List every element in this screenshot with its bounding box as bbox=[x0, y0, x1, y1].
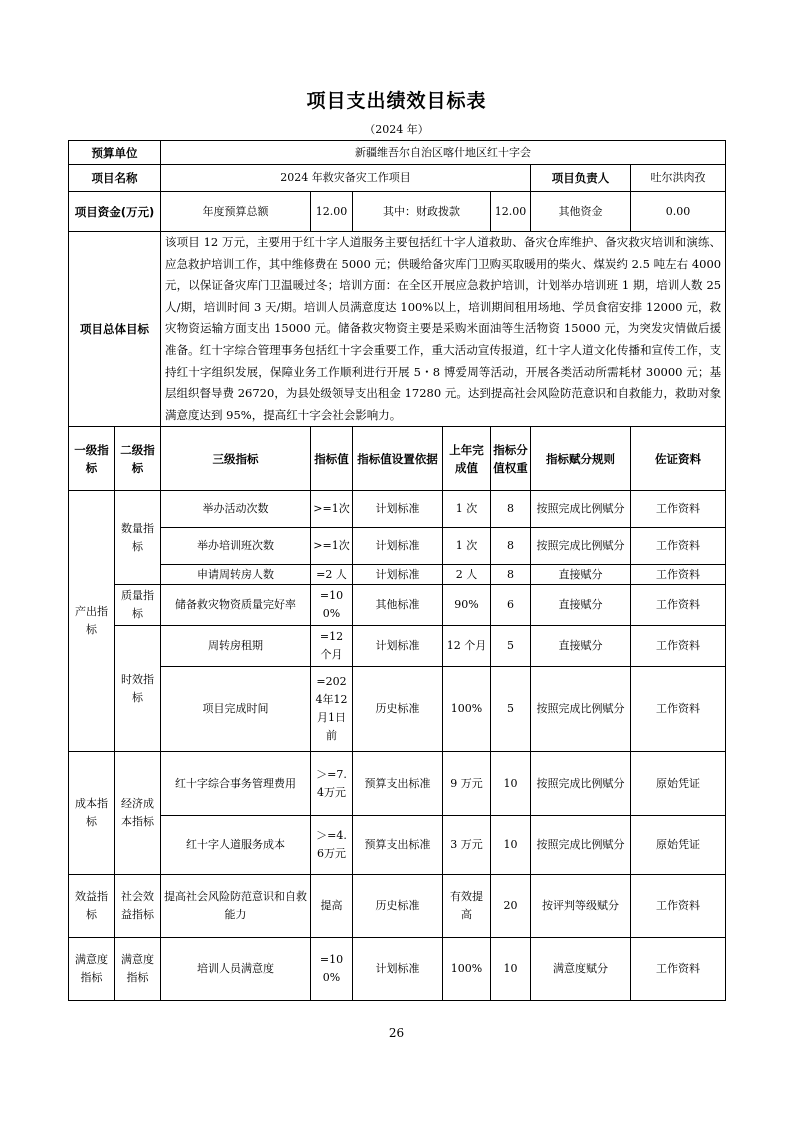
indicator-evidence: 原始凭证 bbox=[631, 816, 726, 875]
page-title: 项目支出绩效目标表 bbox=[306, 90, 487, 112]
table-row bbox=[69, 938, 726, 1001]
funds-other-value: 0.00 bbox=[665, 204, 691, 218]
indicator-evidence: 工作资料 bbox=[631, 626, 726, 667]
indicator-rule: 按照完成比例赋分 bbox=[531, 816, 631, 875]
indicator-basis: 历史标准 bbox=[353, 875, 443, 938]
indicator-name: 培训人员满意度 bbox=[161, 938, 311, 1001]
indicator-name: 红十字人道服务成本 bbox=[161, 816, 311, 875]
indicator-weight: 6 bbox=[491, 585, 531, 626]
funds-fiscal-value: 12.00 bbox=[491, 192, 531, 232]
performance-table bbox=[68, 140, 726, 1001]
funds-label: 项目资金(万元) bbox=[69, 192, 161, 232]
project-leader-value: 吐尔洪肉孜 bbox=[631, 165, 726, 192]
indicator-last: 100% bbox=[443, 667, 491, 752]
indicator-basis: 预算支出标准 bbox=[353, 752, 443, 816]
indicator-basis: 其他标准 bbox=[353, 585, 443, 626]
indicator-basis: 历史标准 bbox=[353, 667, 443, 752]
indicator-name: 红十字综合事务管理费用 bbox=[161, 752, 311, 816]
level1-output: 产出指标 bbox=[69, 491, 115, 752]
header-row bbox=[69, 427, 726, 491]
indicator-value: 提高 bbox=[311, 875, 353, 938]
indicator-value: =100% bbox=[311, 585, 353, 626]
indicator-value: =12 个月 bbox=[311, 626, 353, 667]
indicator-last: 2 人 bbox=[443, 565, 491, 585]
table-row bbox=[69, 565, 726, 585]
indicator-weight: 8 bbox=[491, 528, 531, 565]
header-evidence: 佐证资料 bbox=[631, 427, 726, 491]
header-last-year: 上年完成值 bbox=[443, 427, 491, 491]
indicator-rule: 直接赋分 bbox=[531, 585, 631, 626]
header-level2: 二级指标 bbox=[115, 427, 161, 491]
indicator-value: ＞=4.6万元 bbox=[311, 816, 353, 875]
indicator-rule: 按照完成比例赋分 bbox=[531, 752, 631, 816]
table-row bbox=[69, 491, 726, 528]
goal-text: 该项目 12 万元，主要用于红十字人道服务主要包括红十字人道救助、备灾仓库维护、备灾救灾培训和演练、应急救护培训工作，其中维修费在 5000 元；供暖给备灾库门卫购买取暖用的柴火、煤炭约 2.5 吨左右 4000 元，以保证备灾库门卫温暖过冬；培训方面：在全区开展应急救护培训，计划举办培训班 1 期，培训人数 25 人/期，培训时间 3 天/期。培训人员满意度达 100%以上，培训期间租用场地、学员食宿安排 12000 元，救灾物资运输方面支出 15000 元。储备救灾物资主要是采购米面油等生活物资 15000 元，为突发灾情做后援准备。红十字综合管理事务包括红十字会重要工作，重大活动宣传报道，红十字人道文化传播和宣传工作，支持红十字组织发展，保障业务工作顺利进行开展 5・8 博爱周等活动，开展各类活动所需耗材 30000 元；基层组织督导费 26720，为县处级领导支出租金 17280 元。达到提高社会风险防范意识和自救能力，救助对象满意度达到 95%，提高红十字会社会影响力。 bbox=[161, 232, 726, 427]
indicator-rule: 按评判等级赋分 bbox=[531, 875, 631, 938]
table-row bbox=[69, 816, 726, 875]
indicator-basis: 计划标准 bbox=[353, 626, 443, 667]
table-row bbox=[69, 585, 726, 626]
table-row bbox=[69, 626, 726, 667]
indicator-value: =2024年12月1日前 bbox=[311, 667, 353, 752]
year-label: （2024 年） bbox=[364, 123, 429, 136]
indicator-rule: 直接赋分 bbox=[531, 565, 631, 585]
indicator-weight: 5 bbox=[491, 667, 531, 752]
indicator-evidence: 原始凭证 bbox=[631, 752, 726, 816]
indicator-value: >=1次 bbox=[311, 528, 353, 565]
funds-other-value-cell bbox=[631, 192, 726, 232]
indicator-evidence: 工作资料 bbox=[631, 667, 726, 752]
indicator-weight: 10 bbox=[491, 752, 531, 816]
project-name-label: 项目名称 bbox=[69, 165, 161, 192]
indicator-last: 1 次 bbox=[443, 491, 491, 528]
header-basis: 指标值设置依据 bbox=[353, 427, 443, 491]
funds-fiscal-label: 其中：财政拨款 bbox=[353, 192, 491, 232]
project-name-value: 2024 年救灾备灾工作项目 bbox=[161, 165, 531, 192]
funds-row bbox=[69, 192, 726, 232]
header-rule: 指标赋分规则 bbox=[531, 427, 631, 491]
funds-other-label: 其他资金 bbox=[558, 204, 603, 218]
indicator-name: 举办培训班次数 bbox=[161, 528, 311, 565]
indicator-last: 有效提高 bbox=[443, 875, 491, 938]
indicator-rule: 直接赋分 bbox=[531, 626, 631, 667]
indicator-evidence: 工作资料 bbox=[631, 565, 726, 585]
indicator-basis: 计划标准 bbox=[353, 491, 443, 528]
header-weight: 指标分值权重 bbox=[491, 427, 531, 491]
indicator-basis: 计划标准 bbox=[353, 565, 443, 585]
indicator-name: 提高社会风险防范意识和自救能力 bbox=[161, 875, 311, 938]
level2-quality: 质量指标 bbox=[115, 585, 161, 626]
indicator-evidence: 工作资料 bbox=[631, 585, 726, 626]
indicator-value: ＞=7.4万元 bbox=[311, 752, 353, 816]
header-level3: 三级指标 bbox=[161, 427, 311, 491]
level1-benefit: 效益指标 bbox=[69, 875, 115, 938]
table-row bbox=[69, 528, 726, 565]
indicator-weight: 5 bbox=[491, 626, 531, 667]
level2-social-benefit: 社会效益指标 bbox=[115, 875, 161, 938]
indicator-name: 举办活动次数 bbox=[161, 491, 311, 528]
header-level1: 一级指标 bbox=[69, 427, 115, 491]
indicator-name: 项目完成时间 bbox=[161, 667, 311, 752]
indicator-name: 储备救灾物资质量完好率 bbox=[161, 585, 311, 626]
indicator-rule: 满意度赋分 bbox=[531, 938, 631, 1001]
level1-satisfaction: 满意度指标 bbox=[69, 938, 115, 1001]
indicator-weight: 10 bbox=[491, 938, 531, 1001]
table-row bbox=[69, 875, 726, 938]
table-row bbox=[69, 667, 726, 752]
indicator-evidence: 工作资料 bbox=[631, 938, 726, 1001]
indicator-evidence: 工作资料 bbox=[631, 491, 726, 528]
indicator-weight: 20 bbox=[491, 875, 531, 938]
indicator-weight: 10 bbox=[491, 816, 531, 875]
indicator-name: 周转房租期 bbox=[161, 626, 311, 667]
funds-total-label: 年度预算总额 bbox=[161, 192, 311, 232]
level2-satisfaction: 满意度指标 bbox=[115, 938, 161, 1001]
budget-unit-row bbox=[69, 141, 726, 165]
funds-other bbox=[531, 192, 631, 232]
level1-cost: 成本指标 bbox=[69, 752, 115, 875]
indicator-last: 12 个月 bbox=[443, 626, 491, 667]
indicator-weight: 8 bbox=[491, 565, 531, 585]
indicator-evidence: 工作资料 bbox=[631, 875, 726, 938]
indicator-rule: 按照完成比例赋分 bbox=[531, 667, 631, 752]
indicator-rule: 按照完成比例赋分 bbox=[531, 491, 631, 528]
budget-unit-label: 预算单位 bbox=[69, 141, 161, 165]
page-number: 26 bbox=[388, 1026, 405, 1040]
indicator-value: =100% bbox=[311, 938, 353, 1001]
indicator-weight: 8 bbox=[491, 491, 531, 528]
table-row bbox=[69, 752, 726, 816]
indicator-last: 100% bbox=[443, 938, 491, 1001]
level2-economic-cost: 经济成本指标 bbox=[115, 752, 161, 875]
goal-label: 项目总体目标 bbox=[69, 232, 161, 427]
indicator-evidence: 工作资料 bbox=[631, 528, 726, 565]
indicator-last: 1 次 bbox=[443, 528, 491, 565]
goal-row bbox=[69, 232, 726, 427]
level2-timeliness: 时效指标 bbox=[115, 626, 161, 752]
indicator-last: 9 万元 bbox=[443, 752, 491, 816]
indicator-value: =2 人 bbox=[311, 565, 353, 585]
budget-unit-value: 新疆维吾尔自治区喀什地区红十字会 bbox=[161, 141, 726, 165]
indicator-value: >=1次 bbox=[311, 491, 353, 528]
indicator-basis: 预算支出标准 bbox=[353, 816, 443, 875]
indicator-rule: 按照完成比例赋分 bbox=[531, 528, 631, 565]
header-value: 指标值 bbox=[311, 427, 353, 491]
indicator-basis: 计划标准 bbox=[353, 528, 443, 565]
indicator-last: 90% bbox=[443, 585, 491, 626]
indicator-name: 申请周转房人数 bbox=[161, 565, 311, 585]
level2-quantity: 数量指标 bbox=[115, 491, 161, 585]
funds-total-value: 12.00 bbox=[311, 192, 353, 232]
project-leader-label: 项目负责人 bbox=[531, 165, 631, 192]
indicator-last: 3 万元 bbox=[443, 816, 491, 875]
indicator-basis: 计划标准 bbox=[353, 938, 443, 1001]
project-name-row bbox=[69, 165, 726, 192]
